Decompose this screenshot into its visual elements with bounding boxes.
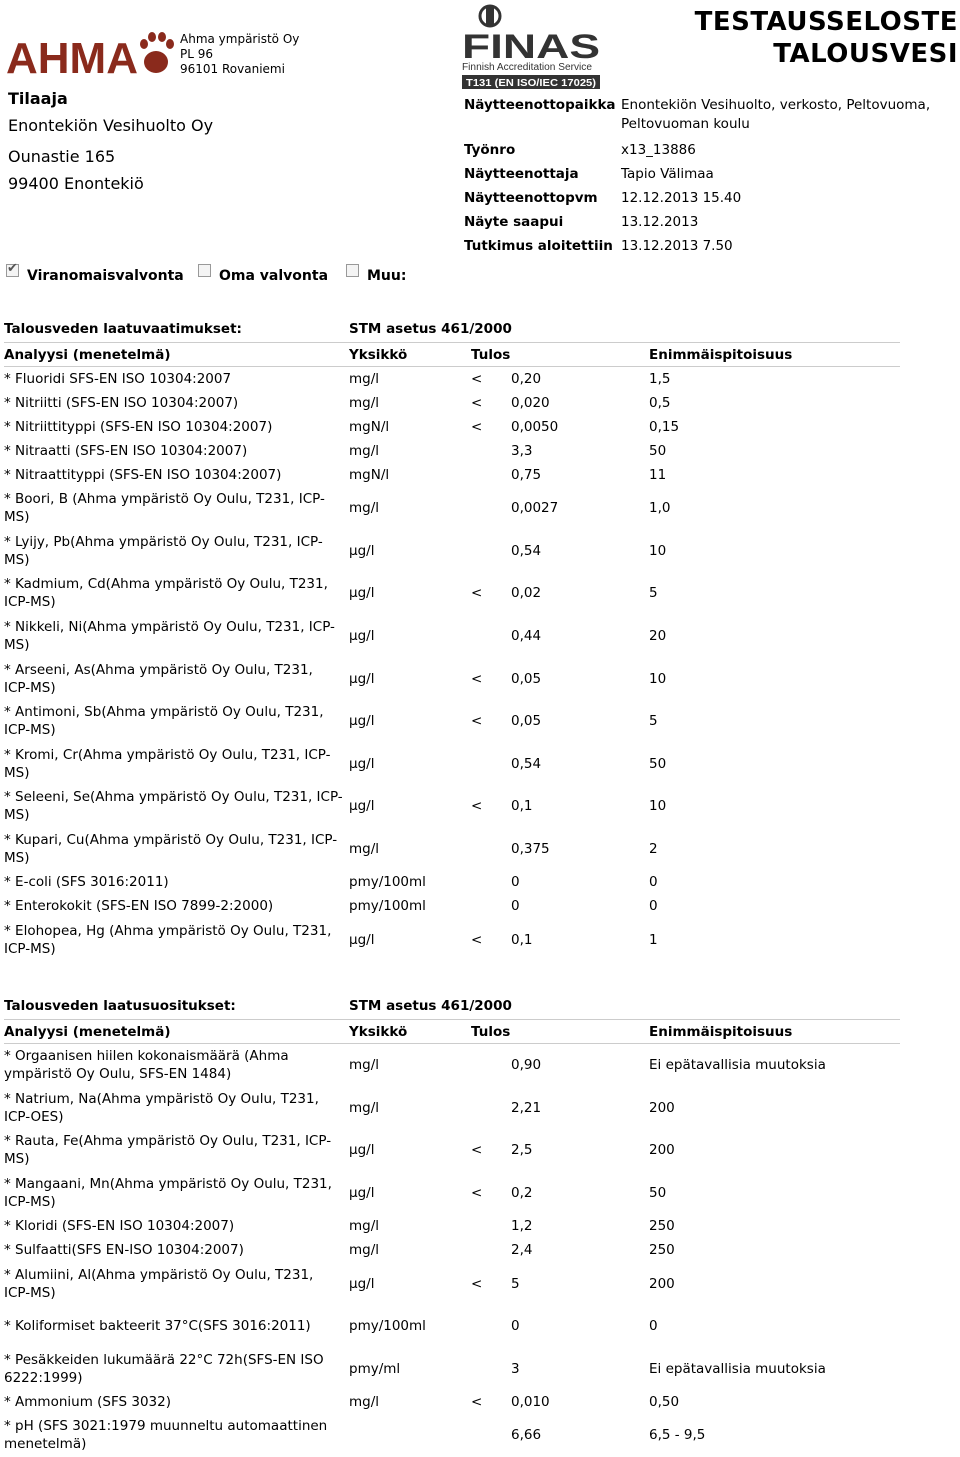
result-operator: < [471,371,483,387]
result [471,542,649,560]
checkbox-unchecked-icon[interactable] [198,264,211,277]
checkbox-label: Muu: [367,268,407,284]
table-row [4,463,900,487]
checkbox-3[interactable] [346,264,446,284]
unit: mg/l [349,1057,380,1074]
result-operator [471,897,511,915]
result [471,1217,649,1235]
result-value: 0,2 [511,1185,533,1202]
result-operator [471,840,511,858]
finas-subtitle: Finnish Accreditation Service [462,62,593,73]
unit: µg/l [349,1142,375,1159]
unit: µg/l [349,755,375,772]
result [471,670,649,688]
recommendations-section [4,998,900,1457]
unit: mg/l [349,1099,380,1116]
result-operator [471,466,511,484]
analysis-name: * Alumiini, Al(Ahma ympäristö Oy Oulu, T231, ICP-MS) [4,1266,314,1301]
result-operator: < [471,419,483,435]
table-row [4,1390,900,1414]
result-operator [471,442,511,460]
table-row [4,391,900,415]
unit: pmy/100ml [349,898,426,915]
max-limit: 1 [649,931,658,948]
analysis-name: * E-coli (SFS 3016:2011) [4,874,169,891]
result-value: 1,2 [511,1218,533,1235]
col-result: Tulos [471,1024,511,1040]
result-operator [471,499,511,517]
result [471,1317,649,1335]
unit: pmy/ml [349,1360,401,1377]
unit: mgN/l [349,467,390,483]
unit: mg/l [349,1218,380,1235]
result [471,931,649,949]
result [471,897,649,915]
col-limit: Enimmäispitoisuus [649,347,793,363]
table-row [4,1348,900,1391]
max-limit: 0 [649,898,658,915]
sample-info-value: 12.12.2013 15.40 [621,190,742,206]
result-operator: < [471,1394,483,1411]
max-limit: 1,0 [649,500,671,517]
col-result: Tulos [471,347,511,363]
analysis-name: * Kadmium, Cd(Ahma ympäristö Oy Oulu, T231, ICP-MS) [4,576,328,611]
max-limit: 0,5 [649,395,671,411]
result-value: 0 [511,874,520,891]
result-value: 2,5 [511,1142,533,1159]
sample-info-key: Näytteenottaja [464,166,579,182]
requirements-column-header [4,343,900,367]
recommendations-header [4,998,900,1020]
client-name: Enontekiön Vesihuolto Oy [8,116,214,135]
result-operator: < [471,1185,483,1202]
unit: mg/l [349,500,380,517]
result [471,1241,649,1259]
max-limit: 0 [649,1318,658,1335]
checkbox-2[interactable] [198,264,346,284]
finas-emblem-icon [480,6,500,26]
unit: µg/l [349,713,375,730]
result-operator [471,542,511,560]
max-limit: 2 [649,841,658,858]
result-value: 0,1 [511,931,533,948]
table-row [4,1305,900,1348]
table-row [4,828,900,871]
table-row [4,1087,900,1130]
result-operator: < [471,670,483,687]
result-operator [471,1360,511,1378]
unit: mg/l [349,841,380,858]
sample-info-key: Näyte saapui [464,214,564,230]
max-limit: 200 [649,1275,675,1292]
col-unit: Yksikkö [349,347,408,363]
analysis-name: * Nitriittityppi (SFS-EN ISO 10304:2007) [4,419,273,435]
result-value: 2,21 [511,1099,542,1116]
result-value: 0,75 [511,467,542,483]
max-limit: 5 [649,713,658,730]
result [471,499,649,517]
sample-info-value: 13.12.2013 [621,214,699,230]
table-row [4,1238,900,1262]
result [471,1056,649,1074]
max-limit: 0,15 [649,419,680,435]
checkbox-label: Viranomaisvalvonta [27,268,184,284]
finas-logo [460,2,605,90]
table-row [4,1214,900,1238]
lab-pobox: PL 96 [180,47,214,61]
analysis-name: * Rauta, Fe(Ahma ympäristö Oy Oulu, T231, ICP-MS) [4,1133,332,1168]
table-row [4,1129,900,1172]
result-value: 0,54 [511,542,542,559]
checkbox-label: Oma valvonta [219,268,329,284]
result [471,584,649,602]
result-value: 0,90 [511,1057,542,1074]
max-limit: 250 [649,1218,675,1235]
unit: mg/l [349,371,380,387]
analysis-name: * Nitriitti (SFS-EN ISO 10304:2007) [4,395,239,411]
sample-info-row [464,162,956,186]
lab-city: 96101 Rovaniemi [180,62,285,76]
analysis-name: * Kloridi (SFS-EN ISO 10304:2007) [4,1218,235,1235]
table-row [4,1262,900,1305]
table-row [4,1414,900,1457]
result-operator [471,627,511,645]
analysis-name: * Natrium, Na(Ahma ympäristö Oy Oulu, T231, ICP-OES) [4,1090,319,1125]
result-value: 0,05 [511,670,542,687]
result-operator: < [471,931,483,948]
checkbox-unchecked-icon[interactable] [346,264,359,277]
table-row [4,367,900,391]
result-operator [471,1056,511,1074]
result [471,466,649,484]
result-operator [471,1426,511,1444]
unit: pmy/100ml [349,874,426,891]
result [471,755,649,773]
max-limit: 10 [649,542,667,559]
result [471,1426,649,1444]
analysis-name: * Arseeni, As(Ahma ympäristö Oy Oulu, T231, ICP-MS) [4,661,313,696]
analysis-name: * Mangaani, Mn(Ahma ympäristö Oy Oulu, T231, ICP-MS) [4,1176,332,1211]
analysis-name: * Enterokokit (SFS-EN ISO 7899-2:2000) [4,898,274,915]
result-value: 2,4 [511,1242,533,1259]
result-value: 5 [511,1275,520,1292]
sample-info-value: x13_13886 [621,142,696,158]
result [471,712,649,730]
max-limit: 1,5 [649,371,671,387]
table-row [4,1172,900,1215]
sample-info-key: Työnro [464,142,516,158]
max-limit: 50 [649,443,667,459]
col-limit: Enimmäispitoisuus [649,1024,793,1040]
table-row [4,785,900,828]
analysis-name: * Orgaanisen hiilen kokonaismäärä (Ahma ympäristö Oy Oulu, SFS-EN 1484) [4,1048,289,1083]
table-row [4,572,900,615]
table-row [4,870,900,894]
sample-info-row [464,138,956,162]
analysis-name: * Nikkeli, Ni(Ahma ympäristö Oy Oulu, T231, ICP-MS) [4,619,335,654]
finas-text: FINAS [462,28,600,66]
requirements-rows [4,367,900,961]
recommendations-regulation: STM asetus 461/2000 [349,998,512,1014]
finas-code: T131 (EN ISO/IEC 17025) [466,78,596,89]
max-limit: Ei epätavallisia muutoksia [649,1360,826,1377]
analysis-name: * Boori, B (Ahma ympäristö Oy Oulu, T231, ICP-MS) [4,491,325,526]
table-row [4,700,900,743]
max-limit: 0,50 [649,1394,680,1411]
requirements-regulation: STM asetus 461/2000 [349,321,512,337]
result [471,627,649,645]
result [471,840,649,858]
client-info [8,85,213,197]
result-value: 0,1 [511,798,533,815]
analysis-name: * Kupari, Cu(Ahma ympäristö Oy Oulu, T231, ICP-MS) [4,832,338,867]
unit: µg/l [349,931,375,948]
result-value: 0,375 [511,841,550,858]
analysis-name: * Elohopea, Hg (Ahma ympäristö Oy Oulu, T231, ICP-MS) [4,922,332,957]
checkbox-checked-icon[interactable] [6,264,19,277]
result-operator [471,1241,511,1259]
result [471,370,649,388]
recommendations-title: Talousveden laatusuositukset: [4,998,236,1014]
result [471,1360,649,1378]
result [471,1275,649,1293]
max-limit: Ei epätavallisia muutoksia [649,1057,826,1074]
result-value: 3,3 [511,443,533,459]
col-unit: Yksikkö [349,1024,408,1040]
client-label: Tilaaja [8,89,68,108]
bear-paw-icon [140,32,174,73]
sample-info-value: 13.12.2013 7.50 [621,238,733,254]
result-value: 0,05 [511,713,542,730]
recommendations-column-header [4,1020,900,1044]
result-operator [471,873,511,891]
table-row [4,615,900,658]
analysis-name: * pH (SFS 3021:1979 muunneltu automaattinen menetelmä) [4,1418,328,1453]
client-street: Ounastie 165 [8,147,116,166]
analysis-name: * Fluoridi SFS-EN ISO 10304:2007 [4,371,232,387]
sample-info [464,96,956,258]
result [471,418,649,436]
result-operator: < [471,395,483,411]
result-value: 0,0027 [511,500,559,517]
max-limit: 0 [649,874,658,891]
analysis-name: * Lyijy, Pb(Ahma ympäristö Oy Oulu, T231, ICP-MS) [4,533,323,568]
result-operator [471,1317,511,1335]
checkbox-1[interactable] [6,264,198,284]
sample-info-value: Tapio Välimaa [621,166,714,182]
table-row [4,530,900,573]
report-title-line1: TESTAUSSELOSTE [694,7,958,37]
analysis-name: * Nitraatti (SFS-EN ISO 10304:2007) [4,443,248,459]
table-row [4,439,900,463]
unit: µg/l [349,1275,375,1292]
sample-info-key: Tutkimus aloitettiin [464,238,613,254]
requirements-header [4,321,900,343]
max-limit: 10 [649,798,667,815]
result-value: 0,0050 [511,419,559,435]
unit: µg/l [349,628,375,645]
lab-name: Ahma ympäristö Oy [180,32,300,46]
unit: µg/l [349,542,375,559]
result [471,1099,649,1117]
result-value: 0,20 [511,371,542,387]
result [471,1141,649,1159]
max-limit: 6,5 - 9,5 [649,1427,706,1444]
result-operator [471,1217,511,1235]
table-row [4,415,900,439]
control-type-checkboxes [6,264,446,284]
table-row [4,918,900,961]
analysis-name: * Pesäkkeiden lukumäärä 22°C 72h(SFS-EN ISO 6222:1999) [4,1351,324,1386]
unit: mg/l [349,395,380,411]
max-limit: 10 [649,670,667,687]
sample-info-value: Enontekiön Vesihuolto, verkosto, Peltovuoma, Peltovuoman koulu [621,97,931,132]
max-limit: 20 [649,628,667,645]
unit: µg/l [349,585,375,602]
col-analysis: Analyysi (menetelmä) [4,1024,171,1040]
analysis-name: * Kromi, Cr(Ahma ympäristö Oy Oulu, T231, ICP-MS) [4,746,331,781]
recommendations-rows [4,1044,900,1457]
unit: pmy/100ml [349,1318,426,1335]
result-operator: < [471,798,483,815]
max-limit: 200 [649,1142,675,1159]
result-value: 3 [511,1360,520,1377]
col-analysis: Analyysi (menetelmä) [4,347,171,363]
result [471,873,649,891]
requirements-title: Talousveden laatuvaatimukset: [4,321,242,337]
sample-info-row [464,186,956,210]
result-value: 0,020 [511,395,550,411]
lab-address [180,32,299,77]
analysis-name: * Koliformiset bakteerit 37°C(SFS 3016:2011) [4,1318,311,1335]
result [471,1393,649,1411]
result-value: 0,44 [511,628,542,645]
unit: µg/l [349,1185,375,1202]
result-value: 0,010 [511,1394,550,1411]
table-row [4,894,900,918]
result-value: 0,02 [511,585,542,602]
unit: mg/l [349,1394,380,1411]
table-row [4,743,900,786]
sample-info-key: Näytteenottopaikka [464,97,616,113]
report-title [695,6,958,70]
client-city: 99400 Enontekiö [8,174,144,193]
table-row [4,1044,900,1087]
requirements-section [4,321,900,961]
result [471,1184,649,1202]
ahma-logo [6,26,176,82]
result [471,797,649,815]
result-operator: < [471,713,483,730]
analysis-name: * Sulfaatti(SFS EN-ISO 10304:2007) [4,1242,244,1259]
result-operator [471,1099,511,1117]
max-limit: 50 [649,1185,667,1202]
table-row [4,657,900,700]
result-value: 0 [511,898,520,915]
result-value: 6,66 [511,1427,542,1444]
max-limit: 11 [649,467,667,483]
max-limit: 5 [649,585,658,602]
result [471,394,649,412]
table-row [4,487,900,530]
max-limit: 200 [649,1099,675,1116]
result-operator: < [471,1142,483,1159]
report-title-line2: TALOUSVESI [773,39,958,69]
result [471,442,649,460]
result-value: 0,54 [511,755,542,772]
unit: µg/l [349,798,375,815]
sample-info-row [464,234,956,258]
result-operator: < [471,1275,483,1292]
analysis-name: * Antimoni, Sb(Ahma ympäristö Oy Oulu, T231, ICP-MS) [4,704,324,739]
sample-info-row [464,96,956,134]
result-operator [471,755,511,773]
result-operator: < [471,585,483,602]
ahma-logo-text: AHMA [6,34,138,83]
analysis-name: * Ammonium (SFS 3032) [4,1394,171,1411]
unit: mg/l [349,1242,380,1259]
unit: mgN/l [349,419,390,435]
result-value: 0 [511,1318,520,1335]
unit: µg/l [349,670,375,687]
sample-info-key: Näytteenottopvm [464,190,598,206]
analysis-name: * Nitraattityppi (SFS-EN ISO 10304:2007) [4,467,282,483]
analysis-name: * Seleeni, Se(Ahma ympäristö Oy Oulu, T231, ICP-MS) [4,789,343,824]
sample-info-row [464,210,956,234]
max-limit: 50 [649,755,667,772]
max-limit: 250 [649,1242,675,1259]
unit: mg/l [349,443,380,459]
